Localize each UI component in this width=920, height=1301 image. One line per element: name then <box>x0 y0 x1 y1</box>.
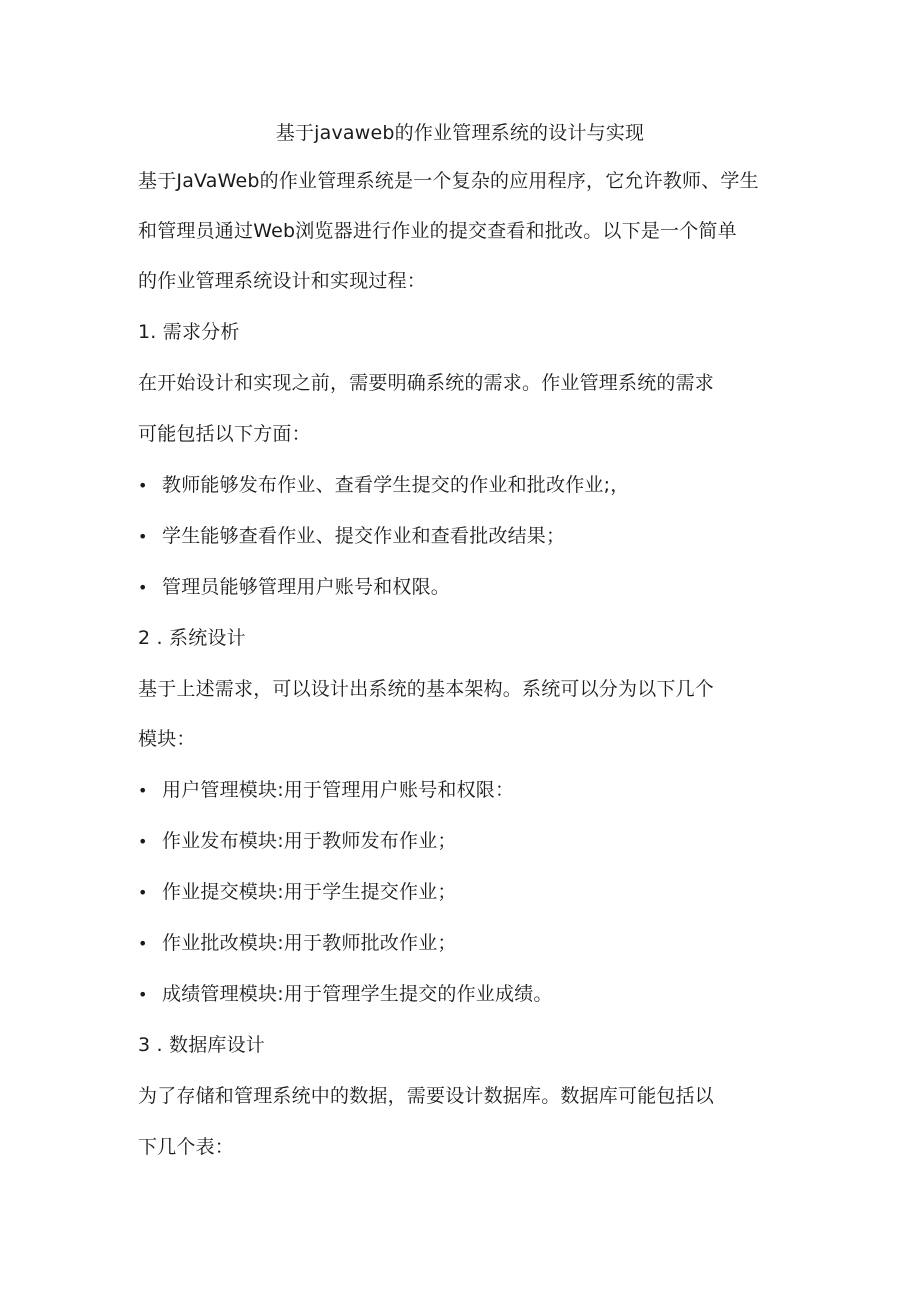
bullet-icon: • <box>138 476 148 495</box>
list-item-text: 作业提交模块:用于学生提交作业； <box>162 881 457 903</box>
list-item-text: 学生能够查看作业、提交作业和查看批改结果； <box>162 525 566 547</box>
intro-line-2: 和管理员通过Web浏览器进行作业的提交查看和批改。以下是一个简单 <box>138 220 737 242</box>
list-item <box>138 523 565 550</box>
bullet-icon: • <box>138 578 148 597</box>
section-3-para-1: 为了存储和管理系统中的数据，需要设计数据库。数据库可能包括以 <box>138 1085 715 1107</box>
section-2-para-2: 模块： <box>138 728 196 750</box>
section-3-heading: 3 . 数据库设计 <box>138 1034 266 1056</box>
bullet-icon: • <box>138 985 148 1004</box>
document-title: 基于javaweb的作业管理系统的设计与实现 <box>275 122 645 144</box>
list-item-text: 成绩管理模块:用于管理学生提交的作业成绩。 <box>162 983 553 1005</box>
list-item <box>138 472 629 499</box>
list-item-text: 管理员能够管理用户账号和权限。 <box>162 576 451 598</box>
bullet-icon: • <box>138 832 148 851</box>
list-item <box>138 981 553 1008</box>
list-item <box>138 828 457 855</box>
bullet-icon: • <box>138 883 148 902</box>
section-2-para-1: 基于上述需求，可以设计出系统的基本架构。系统可以分为以下几个 <box>138 678 715 700</box>
bullet-icon: • <box>138 781 148 800</box>
section-2-heading: 2 . 系统设计 <box>138 627 246 649</box>
section-1-heading: 1. 需求分析 <box>138 321 240 343</box>
list-item-text: 用户管理模块:用于管理用户账号和权限： <box>162 779 515 801</box>
bullet-icon: • <box>138 934 148 953</box>
section-1-para-1: 在开始设计和实现之前，需要明确系统的需求。作业管理系统的需求 <box>138 372 715 394</box>
list-item-text: 作业发布模块:用于教师发布作业； <box>162 830 457 852</box>
list-item <box>138 879 457 906</box>
list-item-text: 教师能够发布作业、查看学生提交的作业和批改作业;， <box>162 474 630 496</box>
bullet-icon: • <box>138 527 148 546</box>
list-item <box>138 574 450 601</box>
intro-line-3: 的作业管理系统设计和实现过程： <box>138 270 427 292</box>
intro-line-1: 基于JaVaWeb的作业管理系统是一个复杂的应用程序，它允许教师、学生 <box>138 170 759 192</box>
section-1-para-2: 可能包括以下方面： <box>138 423 311 445</box>
list-item <box>138 930 457 957</box>
section-3-para-2: 下几个表： <box>138 1136 235 1158</box>
list-item <box>138 777 514 804</box>
list-item-text: 作业批改模块:用于教师批改作业； <box>162 932 457 954</box>
